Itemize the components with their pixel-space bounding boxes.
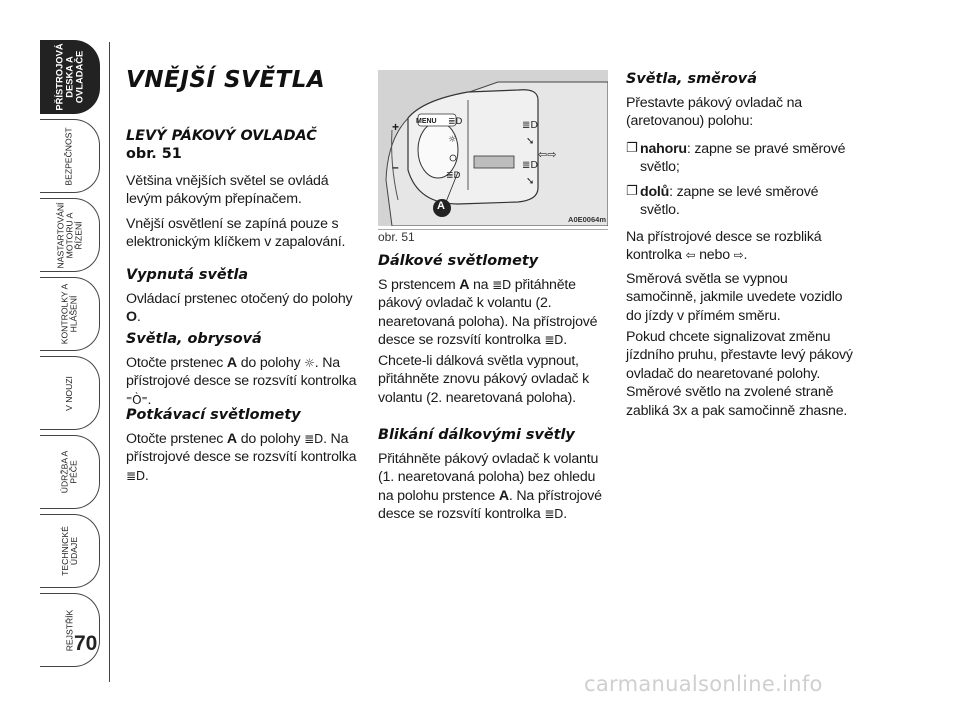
tab-label-line: NASTARTOVÁNÍ bbox=[55, 202, 65, 268]
section-tab[interactable] bbox=[40, 198, 100, 272]
subheading-off: Vypnutá světla bbox=[126, 267, 249, 283]
low-beam-indicator-icon: ≣D bbox=[126, 468, 145, 483]
minus-label: – bbox=[392, 160, 399, 174]
subheading-flash: Blikání dálkovými světly bbox=[378, 427, 575, 443]
tab-label-line: PÉČE bbox=[68, 460, 79, 484]
svg-text:☼: ☼ bbox=[448, 135, 457, 145]
section-tabs bbox=[0, 40, 110, 680]
paragraph: Většina vnějších světel se ovládá levým pákovým přepínačem. bbox=[126, 173, 329, 208]
tab-label-line: DESKA A bbox=[63, 56, 75, 98]
figure-51 bbox=[378, 70, 608, 226]
subheading-high-beam: Dálkové světlomety bbox=[378, 253, 539, 269]
parking-light-icon: ☼ bbox=[304, 356, 315, 370]
svg-text:➘: ➘ bbox=[526, 136, 535, 147]
section-tab-label bbox=[65, 376, 74, 411]
section-tab-label bbox=[55, 43, 85, 110]
tab-label-line: REJSTŘÍK bbox=[63, 609, 74, 651]
section-tab[interactable] bbox=[40, 356, 100, 430]
checkbox-bullet-icon: ❐ bbox=[626, 141, 638, 156]
list-item-down: ❐ dolů: zapne se levé směrové světlo. bbox=[626, 184, 819, 219]
section-heading: LEVÝ PÁKOVÝ OVLADAČ bbox=[126, 128, 317, 144]
section-tab[interactable] bbox=[40, 40, 100, 114]
menu-label: MENU bbox=[416, 118, 437, 125]
paragraph-high-beam-off: Chcete-li dálková světla vypnout, přitáhněte znovu pákový ovladač k volantu (2. nearetovaná poloha). bbox=[378, 353, 590, 406]
section-tab[interactable] bbox=[40, 119, 100, 193]
paragraph-off: Ovládací prstenec otočený do polohy O. bbox=[126, 291, 353, 326]
tab-label-line: V NOUZI bbox=[63, 375, 74, 411]
paragraph-auto-off: Směrová světla se vypnou samočinně, jakmile uvedete vozidlo do jízdy v přímém směru. bbox=[626, 271, 843, 324]
section-tab-label bbox=[56, 202, 83, 268]
section-tab[interactable] bbox=[40, 277, 100, 351]
section-tab[interactable] bbox=[40, 435, 100, 509]
svg-text:⇦⇨: ⇦⇨ bbox=[538, 148, 557, 161]
tab-label-line: ŘÍZENÍ bbox=[73, 220, 83, 250]
tab-label-line: OVLADAČE bbox=[73, 50, 85, 104]
right-arrow-icon: ⇨ bbox=[733, 248, 744, 263]
section-tab[interactable] bbox=[40, 514, 100, 588]
subheading-parking: Světla, obrysová bbox=[126, 331, 262, 347]
paragraph-parking: Otočte prstenec A do polohy ☼. Na přístrojové desce se rozsvítí kontrolka ⁼Ò⁼. bbox=[126, 355, 357, 408]
svg-text:≣D: ≣D bbox=[448, 117, 463, 127]
tab-label-line: TECHNICKÉ bbox=[59, 526, 70, 576]
figure-code: A0E0064m bbox=[568, 215, 606, 224]
paragraph-high-beam: S prstencem A na ≣D přitáhněte pákový ovladač k volantu (2. nearetovaná poloha). Na přístrojové desce se rozsvítí kontrolka ≣D. bbox=[378, 277, 598, 349]
svg-text:≣D: ≣D bbox=[446, 171, 461, 181]
svg-text:≣D: ≣D bbox=[522, 120, 539, 131]
tab-label-line: ÚDRŽBA A bbox=[59, 450, 70, 494]
high-beam-indicator-icon: ≣D bbox=[544, 507, 564, 522]
margin-line bbox=[109, 42, 110, 682]
high-beam-indicator-icon: ≣D bbox=[544, 333, 564, 348]
tab-label-line: ÚDAJE bbox=[68, 536, 79, 566]
tab-label-line: BEZPEČNOST bbox=[63, 126, 74, 186]
stalk-illustration bbox=[378, 70, 608, 226]
svg-text:≣D: ≣D bbox=[522, 160, 539, 171]
figure-reference: obr. 51 bbox=[126, 146, 182, 162]
checkbox-bullet-icon: ❐ bbox=[626, 184, 638, 199]
ring-marker-a: A bbox=[437, 200, 445, 212]
parking-lamp-indicator-icon: ⁼Ò⁼ bbox=[126, 392, 148, 407]
list-item-up: ❐ nahoru: zapne se pravé směrové světlo; bbox=[626, 141, 846, 176]
paragraph-turn-indicator: Na přístrojové desce se rozbliká kontrolka ⇦ nebo ⇨. bbox=[626, 229, 822, 264]
section-tab-label bbox=[65, 127, 74, 185]
tab-label-line: PŘÍSTROJOVÁ bbox=[53, 43, 65, 111]
subheading-low-beam: Potkávací světlomety bbox=[126, 407, 301, 423]
paragraph-flash: Přitáhněte pákový ovladač k volantu (1. nearetovaná poloha) bez ohledu na polohu prstence A. Na přístrojové desce se rozsvítí kontrolka ≣D. bbox=[378, 451, 602, 523]
page-number: 70 bbox=[74, 632, 98, 655]
paragraph-turn: Přestavte pákový ovladač na (aretovanou) polohu: bbox=[626, 95, 802, 130]
section-tab-label bbox=[60, 451, 78, 494]
subheading-turn-signals: Světla, směrová bbox=[626, 71, 757, 87]
tab-label-line: HLÁŠENÍ bbox=[68, 295, 79, 333]
high-beam-icon: ≣D bbox=[492, 278, 512, 292]
paragraph-low-beam: Otočte prstenec A do polohy ≣D. Na přístrojové desce se rozsvítí kontrolka ≣D. bbox=[126, 431, 357, 484]
caption-text: obr. 51 bbox=[378, 230, 415, 244]
tab-label-line: KONTROLKY A bbox=[59, 283, 70, 345]
svg-text:➘: ➘ bbox=[526, 176, 535, 187]
section-tab-label bbox=[61, 284, 79, 345]
section-tab-label bbox=[65, 609, 74, 651]
left-arrow-icon: ⇦ bbox=[685, 248, 696, 263]
section-tab-label bbox=[60, 526, 78, 576]
plus-label: + bbox=[392, 120, 400, 134]
low-beam-icon: ≣D bbox=[304, 432, 324, 446]
watermark: carmanualsonline.info bbox=[584, 672, 823, 696]
paragraph-lane-change: Pokud chcete signalizovat změnu jízdního pruhu, přestavte levý pákový ovladač do nearetované polohy. Směrové světlo na zvolené straně zabliká 3x a pak samočinně zhasne. bbox=[626, 329, 853, 419]
figure-caption bbox=[378, 229, 608, 244]
tab-label-line: MOTORU A bbox=[64, 212, 74, 258]
page-title: VNĚJŠÍ SVĚTLA bbox=[126, 67, 326, 93]
paragraph: Vnější osvětlení se zapíná pouze s elektronickým klíčkem v zapalování. bbox=[126, 216, 346, 251]
